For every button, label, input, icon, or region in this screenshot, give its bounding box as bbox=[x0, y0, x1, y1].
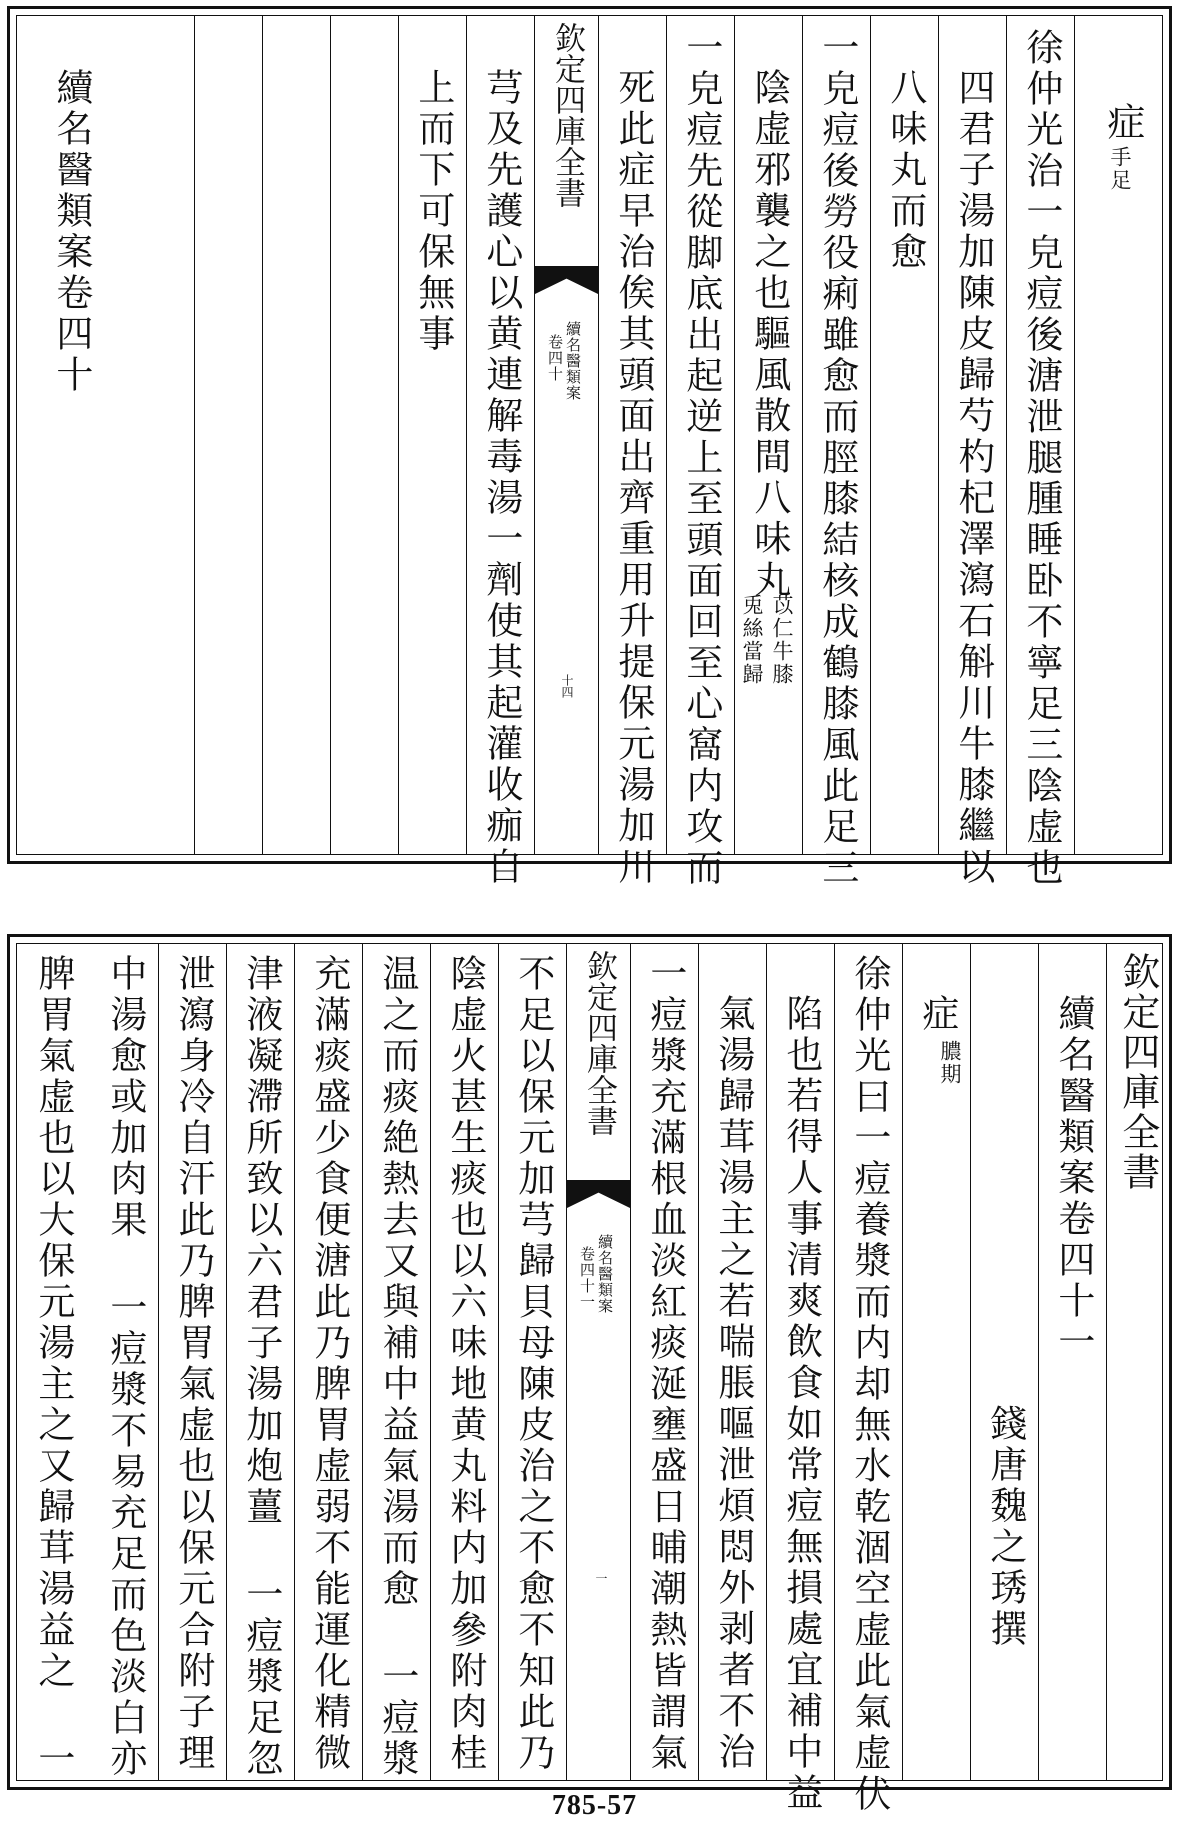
bottom-col-11 bbox=[91, 944, 159, 1780]
text-line: 中湯愈或加肉果 一痘漿不易充足而色淡白亦 bbox=[103, 954, 147, 1780]
top-col-13 bbox=[127, 16, 195, 854]
text-line: 徐仲光曰一痘養漿而内却無水乾涸空虚此氣虚伏 bbox=[847, 954, 891, 1815]
text-line: 氣湯歸茸湯主之若喘脹嘔泄煩悶外剥者不治 bbox=[711, 994, 755, 1773]
top-col-11 bbox=[263, 16, 331, 854]
volume-end-title: 續名醫類案卷四十 bbox=[49, 68, 93, 396]
fish-tail-mark bbox=[567, 1180, 630, 1208]
text-line: 一痘漿充滿根血淡紅痰涎壅盛日晡潮熱皆謂氣 bbox=[643, 954, 687, 1774]
top-col-1 bbox=[1007, 16, 1075, 889]
bottom-col-6 bbox=[431, 944, 499, 1780]
center-folio: 一 bbox=[594, 1572, 608, 1584]
text-line: 徐仲光治一皃痘後溏泄腿腫睡卧不寧足三陰虚也 bbox=[1019, 28, 1063, 889]
text-line: 陷也若得人事清爽飲食如常痘無損處宜補中益 bbox=[779, 994, 823, 1814]
center-volume-name: 續名醫類案 bbox=[596, 1234, 614, 1314]
text-line: 上而下可保無事 bbox=[411, 68, 455, 355]
top-col-10 bbox=[331, 16, 399, 854]
bottom-author-column bbox=[971, 944, 1039, 1780]
text-line: 四君子湯加陳皮歸芍杓杞澤瀉石斛川牛膝繼以 bbox=[951, 68, 995, 888]
book-title: 欽定四庫全書 bbox=[1115, 952, 1160, 1192]
bottom-col-5 bbox=[499, 944, 567, 1780]
bottom-col-8 bbox=[295, 944, 363, 1780]
top-col-9 bbox=[399, 16, 467, 854]
center-folio: 十四 bbox=[560, 674, 574, 698]
text-line: 芎及先護心以黄連解毒湯一劑使其起灌收痂自 bbox=[479, 68, 523, 888]
volume-title: 續名醫類案卷四十一 bbox=[1051, 994, 1095, 1363]
top-heading-column bbox=[1075, 16, 1170, 854]
bottom-center-strip bbox=[567, 944, 631, 1780]
top-heading: 症 bbox=[1100, 102, 1145, 144]
center-volume-name: 續名醫類案 bbox=[564, 321, 582, 401]
text-line: 充滿痰盛少食便溏此乃脾胃虚弱不能運化精微 bbox=[307, 954, 351, 1774]
bottom-col-1 bbox=[835, 944, 903, 1815]
top-col-7 bbox=[599, 16, 667, 888]
bottom-col-3 bbox=[699, 944, 767, 1780]
top-page-frame bbox=[16, 15, 1163, 889]
center-title: 欽定四庫全書 bbox=[581, 950, 617, 1136]
top-col-4 bbox=[803, 16, 871, 889]
bottom-col-10 bbox=[159, 944, 227, 1780]
bottom-book-title-column bbox=[1107, 944, 1170, 1780]
top-heading-note: 手足 bbox=[1108, 146, 1133, 192]
bottom-heading-column bbox=[903, 944, 971, 1780]
top-col-5 bbox=[735, 16, 803, 854]
text-line: 脾胃氣虚也以大保元湯主之又歸茸湯益之 一 bbox=[31, 954, 75, 1780]
inline-note: 兎絲當歸 bbox=[740, 594, 765, 686]
author: 錢唐魏之琇撰 bbox=[983, 1404, 1027, 1650]
text-line: 陰虚火甚生痰也以六味地黄丸料内加參附肉桂 bbox=[443, 954, 487, 1774]
top-col-12 bbox=[195, 16, 263, 854]
top-col-3 bbox=[871, 16, 939, 854]
bottom-col-4 bbox=[631, 944, 699, 1780]
text-line: 温之而痰絶熱去又與補中益氣湯而愈 一痘漿 bbox=[375, 954, 419, 1780]
text-line: 津液凝滯所致以六君子湯加炮薑 一痘漿足忽 bbox=[239, 954, 283, 1780]
inline-note: 苡仁牛膝 bbox=[770, 594, 795, 686]
bottom-col-9 bbox=[227, 944, 295, 1780]
top-col-2 bbox=[939, 16, 1007, 888]
center-volume-number: 卷四十一 bbox=[578, 1246, 596, 1310]
center-title: 欽定四庫全書 bbox=[549, 22, 585, 208]
page-number: 785-57 bbox=[551, 1790, 638, 1821]
top-center-strip bbox=[535, 16, 599, 854]
bottom-col-7 bbox=[363, 944, 431, 1780]
bottom-heading-note: 膿期 bbox=[938, 1040, 963, 1086]
text-line: 八味丸而愈 bbox=[883, 68, 927, 273]
text-line: 泄瀉身冷自汗此乃脾胃氣虚也以保元合附子理 bbox=[171, 954, 215, 1774]
bottom-col-12 bbox=[17, 944, 91, 1780]
bottom-volume-title-column bbox=[1039, 944, 1107, 1780]
top-col-14 bbox=[17, 16, 127, 854]
top-col-8 bbox=[467, 16, 535, 888]
text-line: 陰虚邪襲之也驅風散間八味丸 bbox=[747, 68, 791, 601]
text-line: 死此症早治俟其頭面出齊重用升提保元湯加川 bbox=[611, 68, 655, 888]
text-line: 一皃痘先從脚底出起逆上至頭面回至心窩内攻而 bbox=[679, 28, 723, 889]
top-page bbox=[7, 6, 1172, 889]
bottom-heading: 症 bbox=[915, 994, 959, 1035]
center-volume-number: 卷四十 bbox=[546, 334, 564, 382]
bottom-col-2 bbox=[767, 944, 835, 1814]
fish-tail-mark bbox=[535, 266, 598, 294]
text-line: 不足以保元加芎歸貝母陳皮治之不愈不知此乃 bbox=[511, 954, 555, 1774]
top-col-6 bbox=[667, 16, 735, 889]
text-line: 一皃痘後勞役痢雖愈而脛膝結核成鶴膝風此足三 bbox=[815, 28, 859, 889]
